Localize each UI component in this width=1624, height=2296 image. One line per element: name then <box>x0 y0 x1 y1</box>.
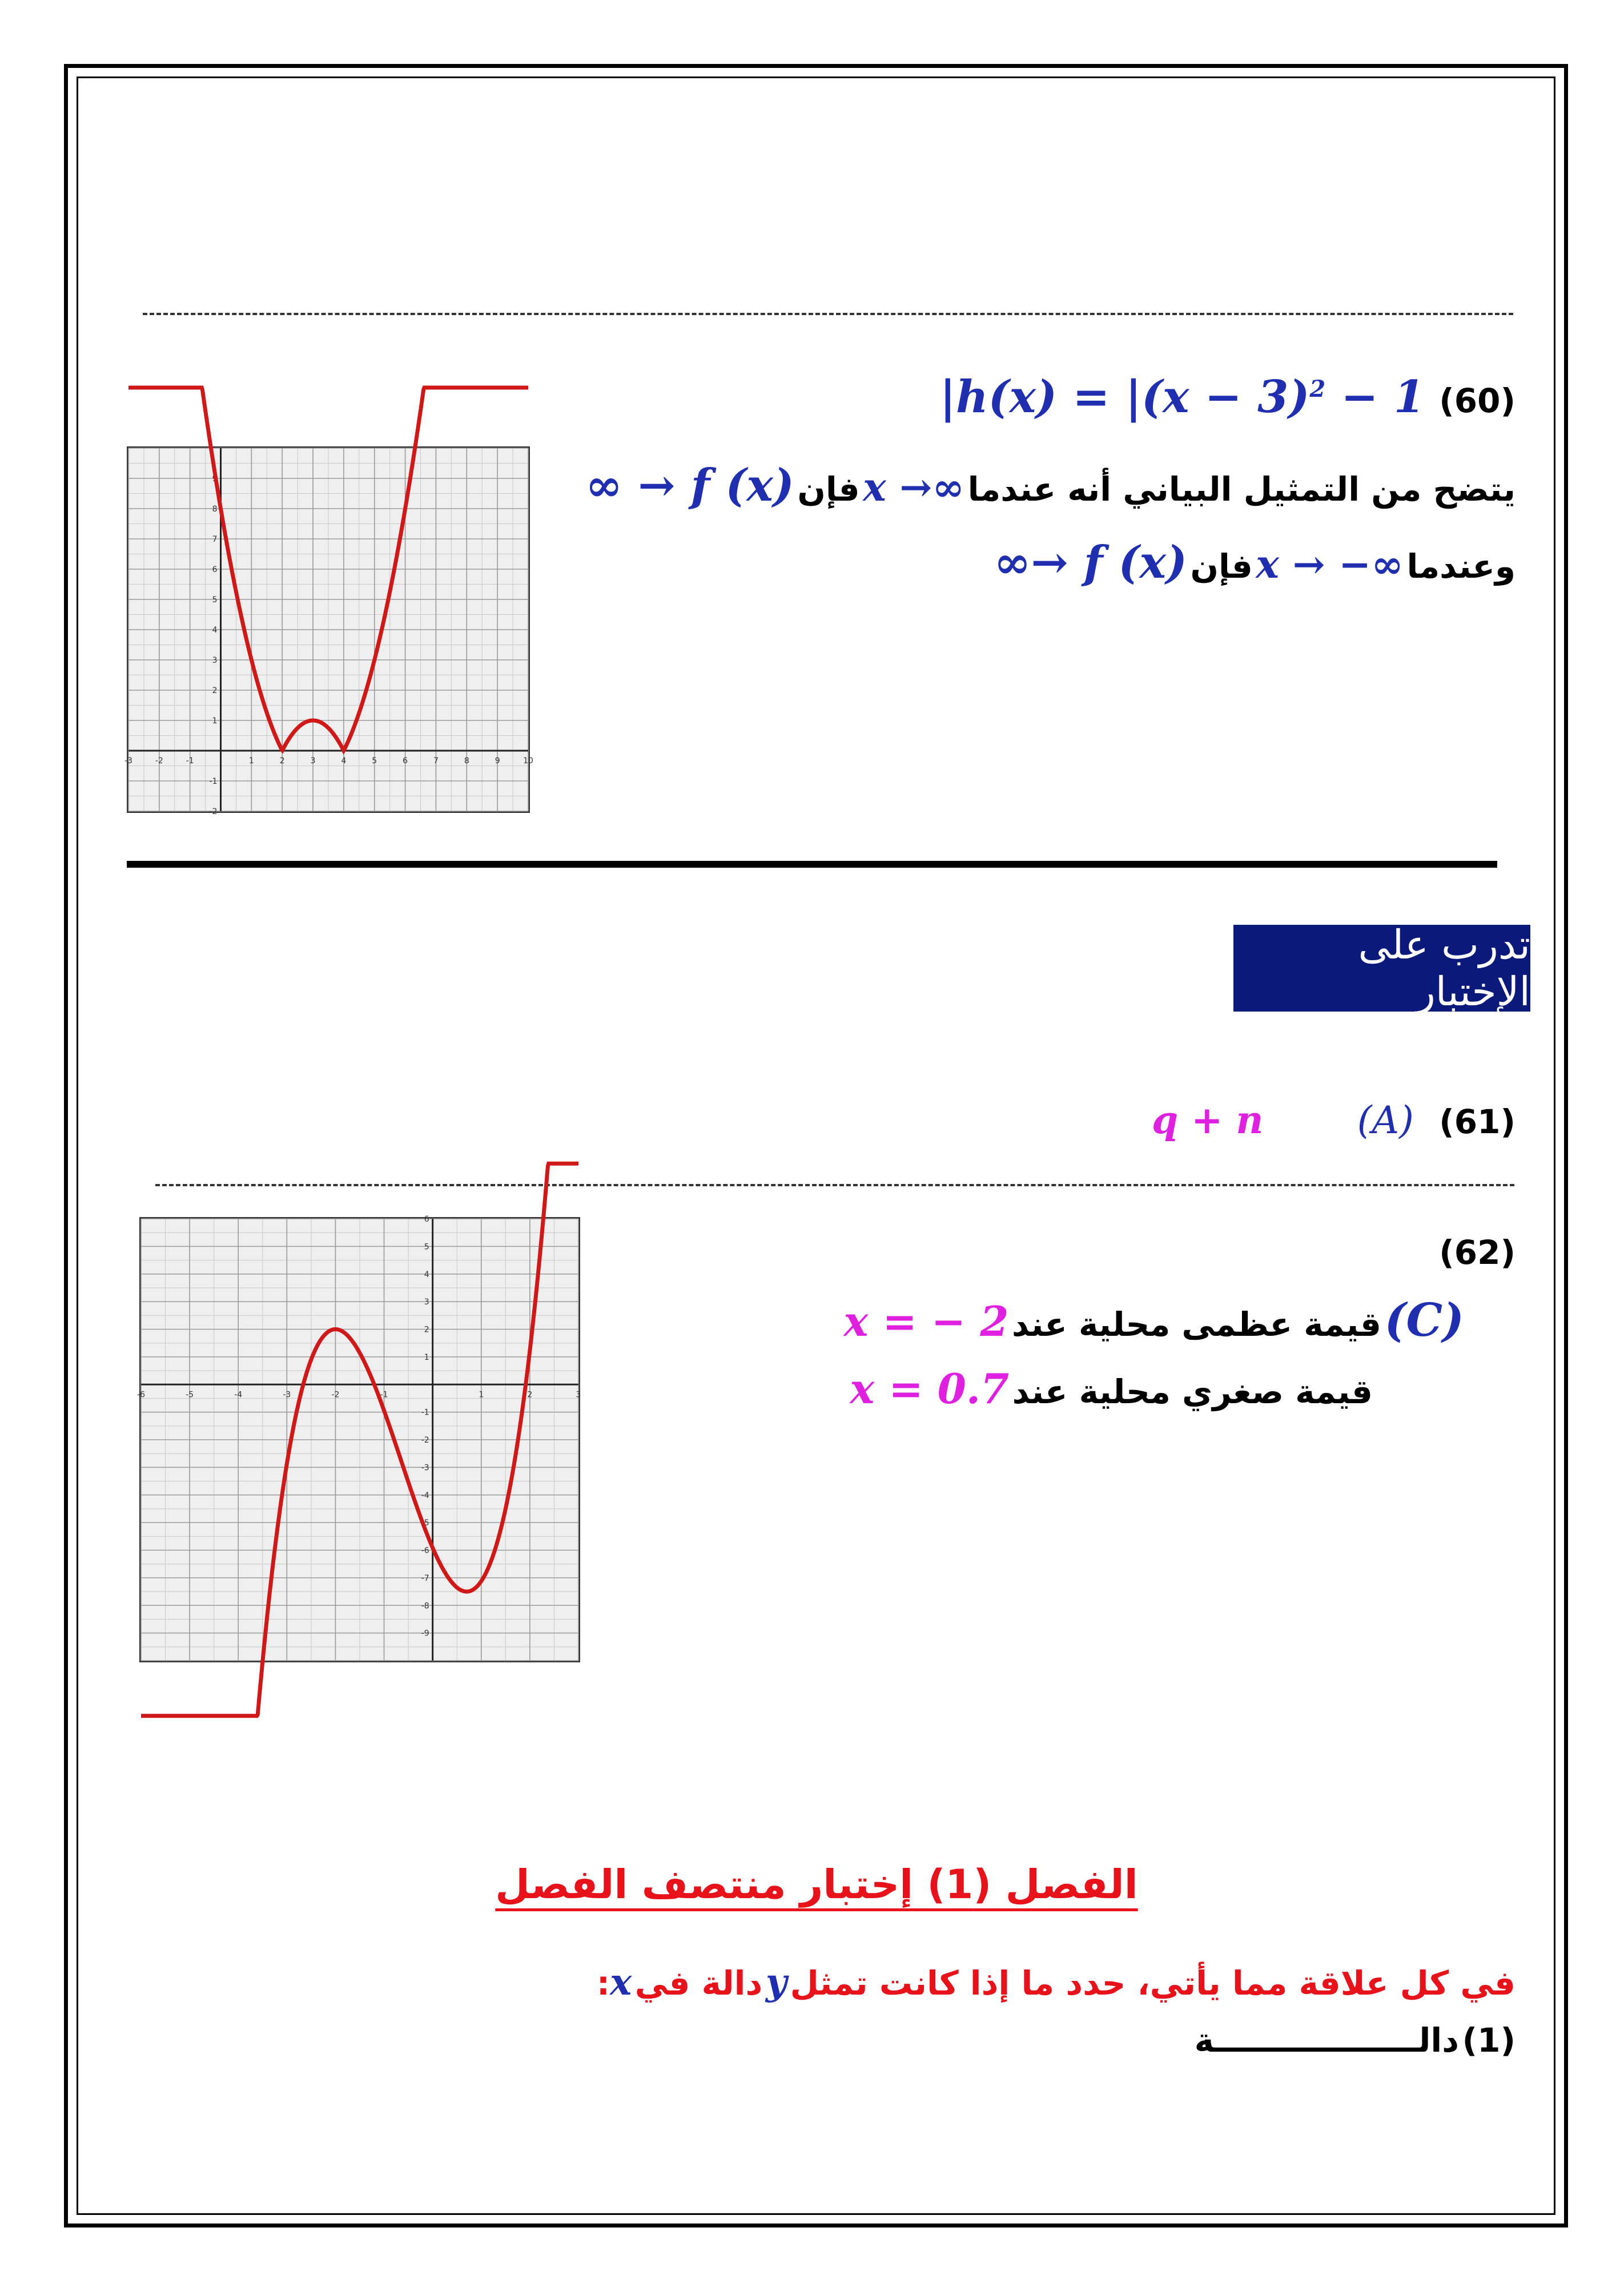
y-tick-label: 5 <box>212 595 218 605</box>
x-tick-label: -2 <box>155 756 163 766</box>
y-tick-label: -1 <box>421 1408 429 1417</box>
p60-line1-math-a: ∞→ x <box>863 465 965 510</box>
x-tick-label: 8 <box>464 756 469 766</box>
y-tick-label: -9 <box>421 1629 429 1638</box>
x-tick-label: -5 <box>186 1390 194 1400</box>
p60-number: (60) <box>1439 381 1516 420</box>
y-tick-label: 1 <box>424 1352 429 1362</box>
y-tick-label: -5 <box>421 1518 429 1528</box>
x-tick-label: 3 <box>576 1390 581 1400</box>
x-tick-label: -3 <box>124 756 132 766</box>
x-tick-label: -4 <box>234 1390 243 1400</box>
graph-p60-svg <box>124 448 533 816</box>
y-tick-label: -7 <box>421 1573 429 1583</box>
y-tick-label: 7 <box>212 535 218 544</box>
p62-line1 <box>844 1293 1464 1347</box>
p62-line1-math: x = − 2 <box>843 1297 1009 1346</box>
y-tick-label: 8 <box>212 505 218 514</box>
p60-exponent: 2 <box>1309 376 1326 402</box>
y-tick-label: 5 <box>424 1242 429 1252</box>
x-tick-label: 4 <box>341 756 347 766</box>
p62-choice: (C) <box>1384 1293 1464 1347</box>
x-tick-label: 9 <box>495 756 500 766</box>
x-tick-label: 2 <box>527 1390 533 1400</box>
p62-line2 <box>850 1364 1373 1413</box>
p62-line2-math: x = 0.7 <box>850 1364 1010 1413</box>
graph-p62 <box>139 1217 580 1662</box>
item1-line <box>1195 2021 1516 2060</box>
p60-lhs: h(x) = |(x − 3) <box>956 371 1310 423</box>
p60-line2-math-a: ∞− → x <box>1256 542 1404 587</box>
y-tick-label: 4 <box>424 1270 429 1279</box>
y-tick-label: -6 <box>421 1546 429 1556</box>
y-tick-label: 2 <box>212 686 218 695</box>
y-tick-label: 4 <box>212 626 218 635</box>
instruction-line <box>597 1961 1516 2004</box>
y-tick-label: -3 <box>421 1463 429 1473</box>
p61-choice: (A) <box>1357 1098 1414 1142</box>
y-tick-label: -8 <box>421 1601 429 1611</box>
x-tick-label: -3 <box>283 1390 291 1400</box>
p60-line1-text: يتضح من التمثيل البياني أنه عندما <box>967 470 1516 509</box>
instruction-var-y: y <box>765 1961 787 2004</box>
x-tick-label: 5 <box>372 756 377 766</box>
y-tick-label: -2 <box>421 1436 429 1445</box>
p61-line <box>1152 1096 1516 1143</box>
y-tick-label: 2 <box>424 1325 429 1335</box>
x-tick-label: 6 <box>403 756 408 766</box>
practice-test-banner: تدرب على الإختبار <box>1233 925 1530 1012</box>
y-tick-label: 6 <box>212 565 218 574</box>
p60-equation-line <box>940 371 1516 423</box>
p60-line2-text: وعندما <box>1406 547 1516 586</box>
x-tick-label: 10 <box>523 756 533 766</box>
x-tick-label: 1 <box>248 756 254 766</box>
p60-rhs: − 1| <box>939 371 1425 423</box>
p60-line1-math-b: f (x) → ∞ <box>585 460 794 511</box>
p60-line2-fa: فإن <box>1190 547 1253 586</box>
y-tick-label: 9 <box>212 474 218 484</box>
instruction-text-a: في كل علاقة مما يأتي، حدد ما إذا كانت تمثل <box>790 1964 1516 2003</box>
x-tick-label: -1 <box>186 756 194 766</box>
p60-line1 <box>585 460 1516 511</box>
y-tick-label: 3 <box>424 1298 429 1307</box>
y-tick-label: -2 <box>209 807 218 816</box>
p60-function <box>940 371 1425 423</box>
x-tick-label: -2 <box>331 1390 340 1400</box>
instruction-var-x: x <box>610 1961 632 2004</box>
p62-number-line <box>1439 1233 1516 1272</box>
x-tick-label: 2 <box>279 756 285 766</box>
dashed-divider-middle <box>155 1184 1514 1186</box>
p60-line1-fa: فإن <box>797 470 860 509</box>
x-tick-label: -6 <box>137 1390 145 1400</box>
section-title: الفصل (1) إختبار منتصف الفصل <box>495 1861 1138 1908</box>
x-tick-label: 1 <box>479 1390 484 1400</box>
p62-line1-text: قيمة عظمى محلية عند <box>1012 1305 1382 1344</box>
x-tick-label: 3 <box>310 756 316 766</box>
instruction-text-b: دالة في <box>634 1964 763 2003</box>
y-tick-label: -4 <box>421 1491 429 1500</box>
y-tick-label: -1 <box>209 777 218 786</box>
p62-line2-text: قيمة صغري محلية عند <box>1012 1372 1373 1411</box>
p61-number: (61) <box>1439 1102 1516 1141</box>
item1-answer: دالــــــــــــــــــة <box>1194 2021 1460 2060</box>
graph-p60 <box>124 446 533 816</box>
y-tick-label: 1 <box>212 716 218 726</box>
y-tick-label: 6 <box>424 1215 429 1224</box>
item1-number: (1) <box>1462 2021 1516 2060</box>
dashed-divider-top <box>143 313 1513 315</box>
p60-line2 <box>994 537 1516 589</box>
solid-divider <box>127 861 1497 868</box>
p61-answer: q + n <box>1151 1098 1264 1142</box>
x-tick-label: -1 <box>380 1390 388 1400</box>
p62-number: (62) <box>1439 1233 1516 1272</box>
x-tick-label: 7 <box>433 756 439 766</box>
graph-p62-svg <box>137 1215 581 1661</box>
y-tick-label: 3 <box>212 656 218 665</box>
instruction-colon: : <box>596 1964 610 2003</box>
p60-line2-math-b: f (x) →∞ <box>994 537 1187 589</box>
